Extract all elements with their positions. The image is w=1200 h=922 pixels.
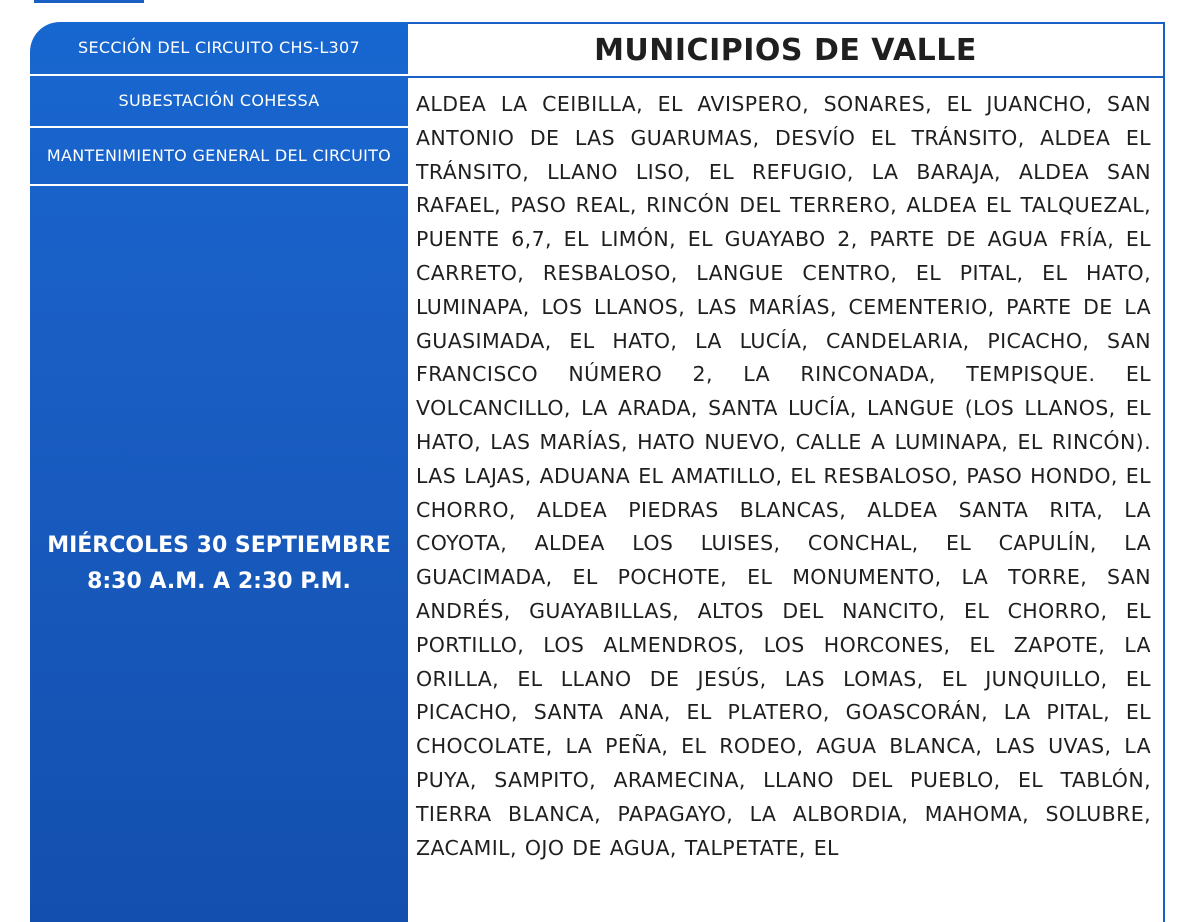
schedule-date: MIÉRCOLES 30 SEPTIEMBRE (47, 533, 391, 558)
substation-label: SUBESTACIÓN COHESSA (30, 76, 408, 128)
circuit-section-label: SECCIÓN DEL CIRCUITO CHS-L307 (30, 22, 408, 76)
right-panel (408, 22, 1165, 922)
schedule-block (30, 186, 408, 922)
municipality-title: MUNICIPIOS DE VALLE (408, 24, 1163, 78)
schedule-table (30, 22, 1165, 922)
affected-places-text: ALDEA LA CEIBILLA, EL AVISPERO, SONARES, EL JUANCHO, SAN ANTONIO DE LAS GUARUMAS, DESVÍO EL TRÁNSITO, ALDEA EL TRÁNSITO, LLANO LISO, EL REFUGIO, LA BARAJA, ALDEA SAN RAFAEL, PASO REAL, RINCÓN DEL TERRERO, ALDEA EL TALQUEZAL, PUENTE 6,7, EL LIMÓN, EL GUAYABO 2, PARTE DE AGUA FRÍA, EL CARRETO, RESBALOSO, LANGUE CENTRO, EL PITAL, EL HATO, LUMINAPA, LOS LLANOS, LAS MARÍAS, CEMENTERIO, PARTE DE LA GUASIMADA, EL HATO, LA LUCÍA, CANDELARIA, PICACHO, SAN FRANCISCO NÚMERO 2, LA RINCONADA, TEMPISQUE. EL VOLCANCILLO, LA ARADA, SANTA LUCÍA, LANGUE (LOS LLANOS, EL HATO, LAS MARÍAS, HATO NUEVO, CALLE A LUMINAPA, EL RINCÓN). LAS LAJAS, ADUANA EL AMATILLO, EL RESBALOSO, PASO HONDO, EL CHORRO, ALDEA PIEDRAS BLANCAS, ALDEA SANTA RITA, LA COYOTA, ALDEA LOS LUISES, CONCHAL, EL CAPULÍN, LA GUACIMADA, EL POCHOTE, EL MONUMENTO, LA TORRE, SAN ANDRÉS, GUAYABILLAS, ALTOS DEL NANCITO, EL CHORRO, EL PORTILLO, LOS ALMENDROS, LOS HORCONES, EL ZAPOTE, LA ORILLA, EL LLANO DE JESÚS, LAS LOMAS, EL JUNQUILLO, EL PICACHO, SANTA ANA, EL PLATERO, GOASCORÁN, LA PITAL, EL CHOCOLATE, LA PEÑA, EL RODEO, AGUA BLANCA, LAS UVAS, LA PUYA, SAMPITO, ARAMECINA, LLANO DEL PUEBLO, EL TABLÓN, TIERRA BLANCA, PAPAGAYO, LA ALBORDIA, MAHOMA, SOLUBRE, ZACAMIL, OJO DE AGUA, TALPETATE, EL (416, 92, 1151, 860)
top-decoration (34, 0, 144, 3)
schedule-time: 8:30 A.M. A 2:30 P.M. (87, 569, 351, 594)
left-panel (30, 22, 408, 922)
maintenance-label: MANTENIMIENTO GENERAL DEL CIRCUITO (30, 128, 408, 186)
